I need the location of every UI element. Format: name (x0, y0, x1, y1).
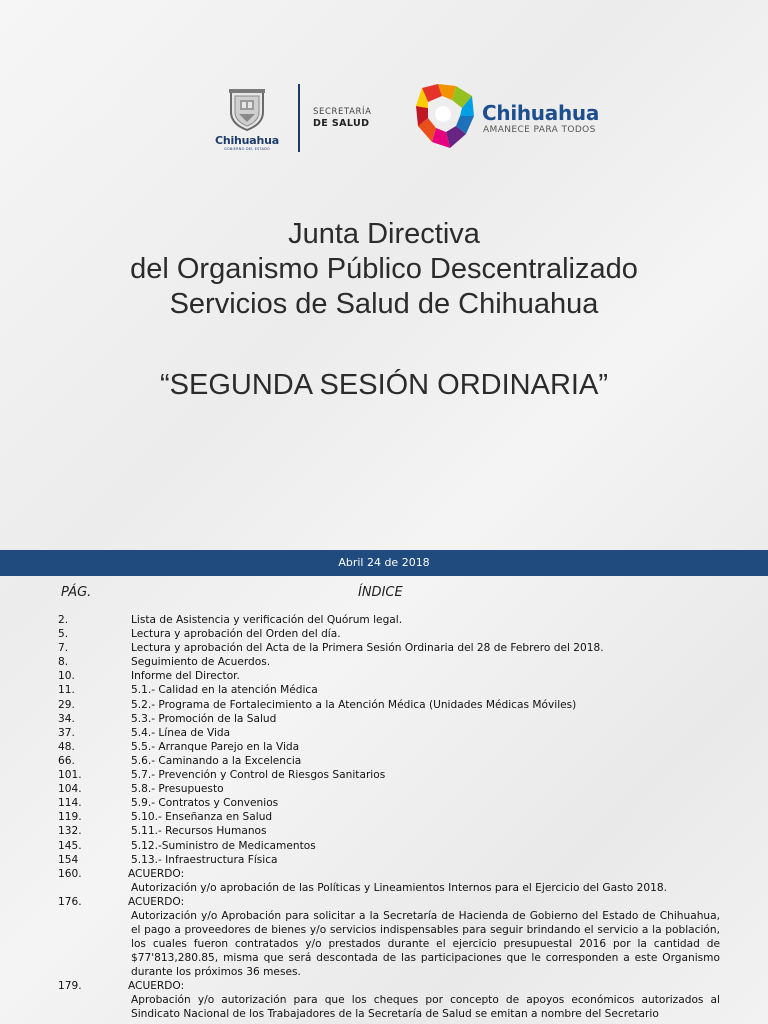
toc-item (0, 627, 768, 641)
chihuahua-state-map-icon (414, 82, 476, 152)
toc-item (0, 810, 768, 824)
acuerdo-body: Autorización y/o Aprobación para solicitar a la Secretaría de Hacienda de Gobierno del Estado de Chihuahua, el pago a proveedores de bienes y/o servicios indispensables para seguir brindando el servicio a la población, los cuales fueron contratados y/o prestados durante el ejercicio presupuestal 2016 por la cantidad de $77'813,280.85, misma que será descontada de las participaciones que le corresponden a este Organismo durante los próximos 36 meses. (131, 909, 720, 978)
toc-item (0, 669, 768, 683)
toc-page-number: 114. (58, 797, 82, 810)
toc-item (0, 726, 768, 740)
toc-page-number: 101. (58, 769, 82, 782)
toc-page-number: 132. (58, 825, 82, 838)
secretaria-salud-label (313, 106, 372, 130)
toc-item (0, 839, 768, 853)
gov-logo-sub: GOBIERNO DEL ESTADO (224, 147, 270, 151)
header-logos (0, 82, 768, 162)
toc-item (0, 712, 768, 726)
toc-item (0, 683, 768, 697)
title-line-3: Servicios de Salud de Chihuahua (169, 288, 599, 320)
toc-page-number: 34. (58, 712, 75, 725)
toc-item (0, 698, 768, 712)
acuerdo-item (0, 867, 768, 895)
acuerdo-label: ACUERDO: (128, 895, 185, 908)
index-header: ÍNDICE (358, 585, 403, 600)
toc-page-number: 8. (58, 656, 69, 669)
toc-page-number: 11. (58, 684, 75, 697)
toc-item-text: 5.9.- Contratos y Convenios (131, 797, 279, 810)
toc-page-number: 2. (58, 614, 69, 626)
coat-of-arms-icon (225, 88, 269, 132)
toc-item (0, 853, 768, 867)
brand-name: Chihuahua (482, 101, 600, 125)
toc-item-text: 5.8.- Presupuesto (131, 783, 224, 796)
toc-page-number: 154 (58, 853, 79, 866)
toc-item (0, 768, 768, 782)
toc-item (0, 796, 768, 810)
session-subtitle: “SEGUNDA SESIÓN ORDINARIA” (160, 369, 608, 401)
acuerdo-item (0, 895, 768, 979)
toc-item (0, 641, 768, 655)
toc-page-number: 10. (58, 670, 75, 683)
toc-page-number: 37. (58, 726, 75, 739)
toc-item-text: 5.6.- Caminando a la Excelencia (131, 754, 302, 767)
logo-divider (298, 84, 300, 152)
toc-page-number: 5. (58, 628, 69, 641)
toc-page-number: 66. (58, 754, 75, 767)
toc-item-text: 5.12.-Suministro de Medicamentos (131, 839, 316, 852)
date-band (0, 550, 768, 576)
session-date: Abril 24 de 2018 (338, 556, 430, 569)
table-of-contents (0, 613, 768, 1021)
acuerdo-label: ACUERDO: (128, 867, 185, 880)
toc-page-number: 7. (58, 642, 69, 655)
toc-item-text: Lectura y aprobación del Acta de la Primera Sesión Ordinaria del 28 de Febrero del 2018. (131, 642, 604, 655)
toc-item-text: 5.10.- Enseñanza en Salud (131, 811, 273, 824)
title-line-1: Junta Directiva (288, 218, 480, 250)
toc-item-text: 5.13.- Infraestructura Física (131, 853, 278, 866)
toc-page-number: 176. (58, 895, 82, 908)
toc-item-text: Seguimiento de Acuerdos. (131, 656, 271, 669)
toc-item (0, 754, 768, 768)
toc-item-text: Lectura y aprobación del Orden del día. (131, 628, 341, 641)
toc-item-text: Informe del Director. (131, 670, 240, 683)
toc-page-number: 104. (58, 783, 82, 796)
toc-item-text: 5.1.- Calidad en la atención Médica (131, 684, 318, 697)
toc-item-text: 5.11.- Recursos Humanos (131, 825, 267, 838)
toc-page-number: 48. (58, 740, 75, 753)
toc-item-text: 5.3.- Promoción de la Salud (131, 712, 277, 725)
toc-page-number: 119. (58, 811, 82, 824)
secretaria-line2: DE SALUD (313, 118, 370, 129)
toc-item (0, 655, 768, 669)
toc-item-text: 5.5.- Arranque Parejo en la Vida (131, 740, 300, 753)
toc-page-number: 29. (58, 698, 75, 711)
title-line-2: del Organismo Público Descentralizado (130, 253, 638, 285)
toc-item (0, 782, 768, 796)
toc-item-text: Lista de Asistencia y verificación del Quórum legal. (131, 614, 403, 626)
toc-page-number: 145. (58, 839, 82, 852)
page-column-header: PÁG. (61, 585, 92, 600)
toc-item-text: 5.4.- Línea de Vida (131, 726, 231, 739)
toc-page-number: 179. (58, 979, 82, 992)
secretaria-line1: SECRETARÍA (313, 107, 372, 117)
toc-item-text: 5.2.- Programa de Fortalecimiento a la Atención Médica (Unidades Médicas Móviles) (131, 698, 577, 711)
acuerdo-body: Autorización y/o aprobación de las Políticas y Lineamientos Internos para el Ejercicio del Gasto 2018. (131, 881, 667, 894)
document-title (0, 217, 768, 322)
toc-item (0, 740, 768, 754)
gobierno-chihuahua-logo (210, 88, 284, 151)
toc-item (0, 613, 768, 627)
toc-item-text: 5.7.- Prevención y Control de Riesgos Sanitarios (131, 769, 386, 782)
brand-tagline: AMANECE PARA TODOS (483, 125, 596, 135)
acuerdo-item (0, 979, 768, 1021)
toc-item (0, 824, 768, 838)
toc-page-number: 160. (58, 867, 82, 880)
acuerdo-label: ACUERDO: (128, 979, 185, 992)
gov-logo-name: Chihuahua (214, 134, 280, 147)
acuerdo-body: Aprobación y/o autorización para que los cheques por concepto de apoyos económicos autorizados al Sindicato Nacional de los Trabajadores de la Secretaría de Salud se emitan a nombre del Secretario (131, 993, 720, 1020)
